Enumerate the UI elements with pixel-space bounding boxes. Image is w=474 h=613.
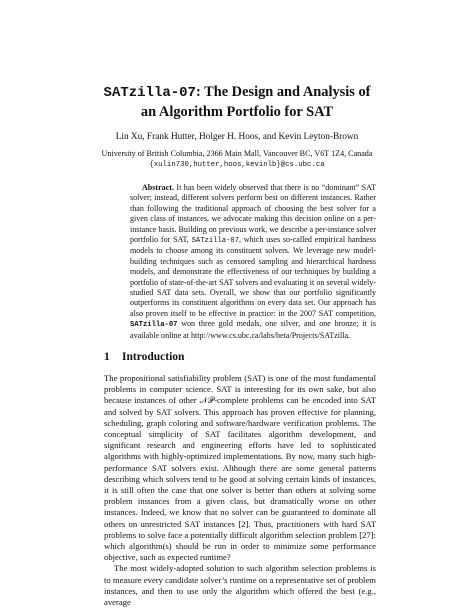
abstract-text-1: It has been widely observed that there is no “dominant” SAT solver; instead, different solvers perform best on different instances. Rather than following the traditional approach of choosing the best solver for a given class of instances, we advocate making this decision online on a per-instance basis. Building on previous work, we describe a per-instance solver portfolio for SAT,	[130, 183, 376, 245]
introduction-body	[104, 373, 376, 608]
section-number: 1	[104, 351, 110, 363]
np-symbol: 𝒩𝒫	[199, 395, 215, 406]
affiliation-block	[60, 149, 414, 170]
author-list: Lin Xu, Frank Hutter, Holger H. Hoos, and Kevin Leyton-Brown	[115, 132, 359, 142]
title-system-name: SATzilla-07	[103, 85, 196, 101]
paper-title-block	[100, 83, 374, 122]
abstract-label: Abstract.	[142, 183, 174, 192]
affiliation: University of British Columbia, 2366 Main Mall, Vancouver BC, V6T 1Z4, Canada	[101, 149, 373, 158]
title-line2: an Algorithm Portfolio for SAT	[140, 104, 334, 120]
abstract	[130, 183, 376, 341]
author-emails: {xulin730,hutter,hoos,kevinlb}@cs.ubc.ca	[149, 160, 325, 169]
paper-title	[100, 83, 374, 122]
paragraph-1	[104, 373, 376, 563]
paragraph-1-text-2: -complete problems can be encoded into SAT and solved by SAT solvers. This approach has proven effective for planning, scheduling, graph coloring and software/hardware verification problems. The conceptual simplicity of SAT facilitates algorithm development, and significant research and engineering efforts have led to sophisticated algorithms with highly-optimized implementations. By now, many such high-performance SAT solvers exist. Although there are some general patterns describing which solvers tend to be good at solving certain kinds of instances, it is still often the case that one solver is better than others at solving some problem instances from a given class, but dramatically worse on other instances. Indeed, we know that no solver can be guaranteed to dominate all others on unrestricted SAT instances [2]. Thus, practitioners with hard SAT problems to solve face a potentially difficult algorithm selection problem [27]: which algorithm(s) should be run in order to minimize some performance objective, such as expected runtime?	[104, 395, 376, 563]
abstract-system-name-1: SATzilla-07	[191, 237, 240, 246]
section-title: Introduction	[122, 351, 185, 363]
paragraph-2: The most widely-adopted solution to such algorithm selection problems is to measure every candidate solver’s runtime on a representative set of problem instances, and then to use only the algorithm which offered the best (e.g., average	[104, 563, 376, 608]
abstract-text-2: , which uses so-called empirical hardness models to choose among its constituent solvers. We leverage new model-building techniques such as censored sampling and hierarchical hardness models, and demonstrate the effectiveness of our techniques by building a portfolio of state-of-the-art SAT solvers and evaluating it on several widely-studied SAT data sets. Overall, we show that our portfolio significantly outperforms its constituent algorithms on every data set. Our approach has also proven itself to be effective in practice: in the 2007 SAT competition,	[130, 235, 376, 318]
section-heading-introduction	[104, 350, 374, 364]
paragraph-1-text-1: The propositional satisfiability problem (SAT) is one of the most fundamental problems in computer science. SAT is interesting for its own sake, but also because instances of other	[104, 373, 376, 406]
abstract-system-name-2: SATzilla-07	[130, 321, 178, 330]
abstract-text-3: won three gold medals, one silver, and one bronze; it is available online at http://www.cs.ubc.ca/labs/beta/Projects/SATzilla.	[130, 319, 376, 340]
title-line1-rest: : The Design and Analysis of	[195, 84, 371, 100]
